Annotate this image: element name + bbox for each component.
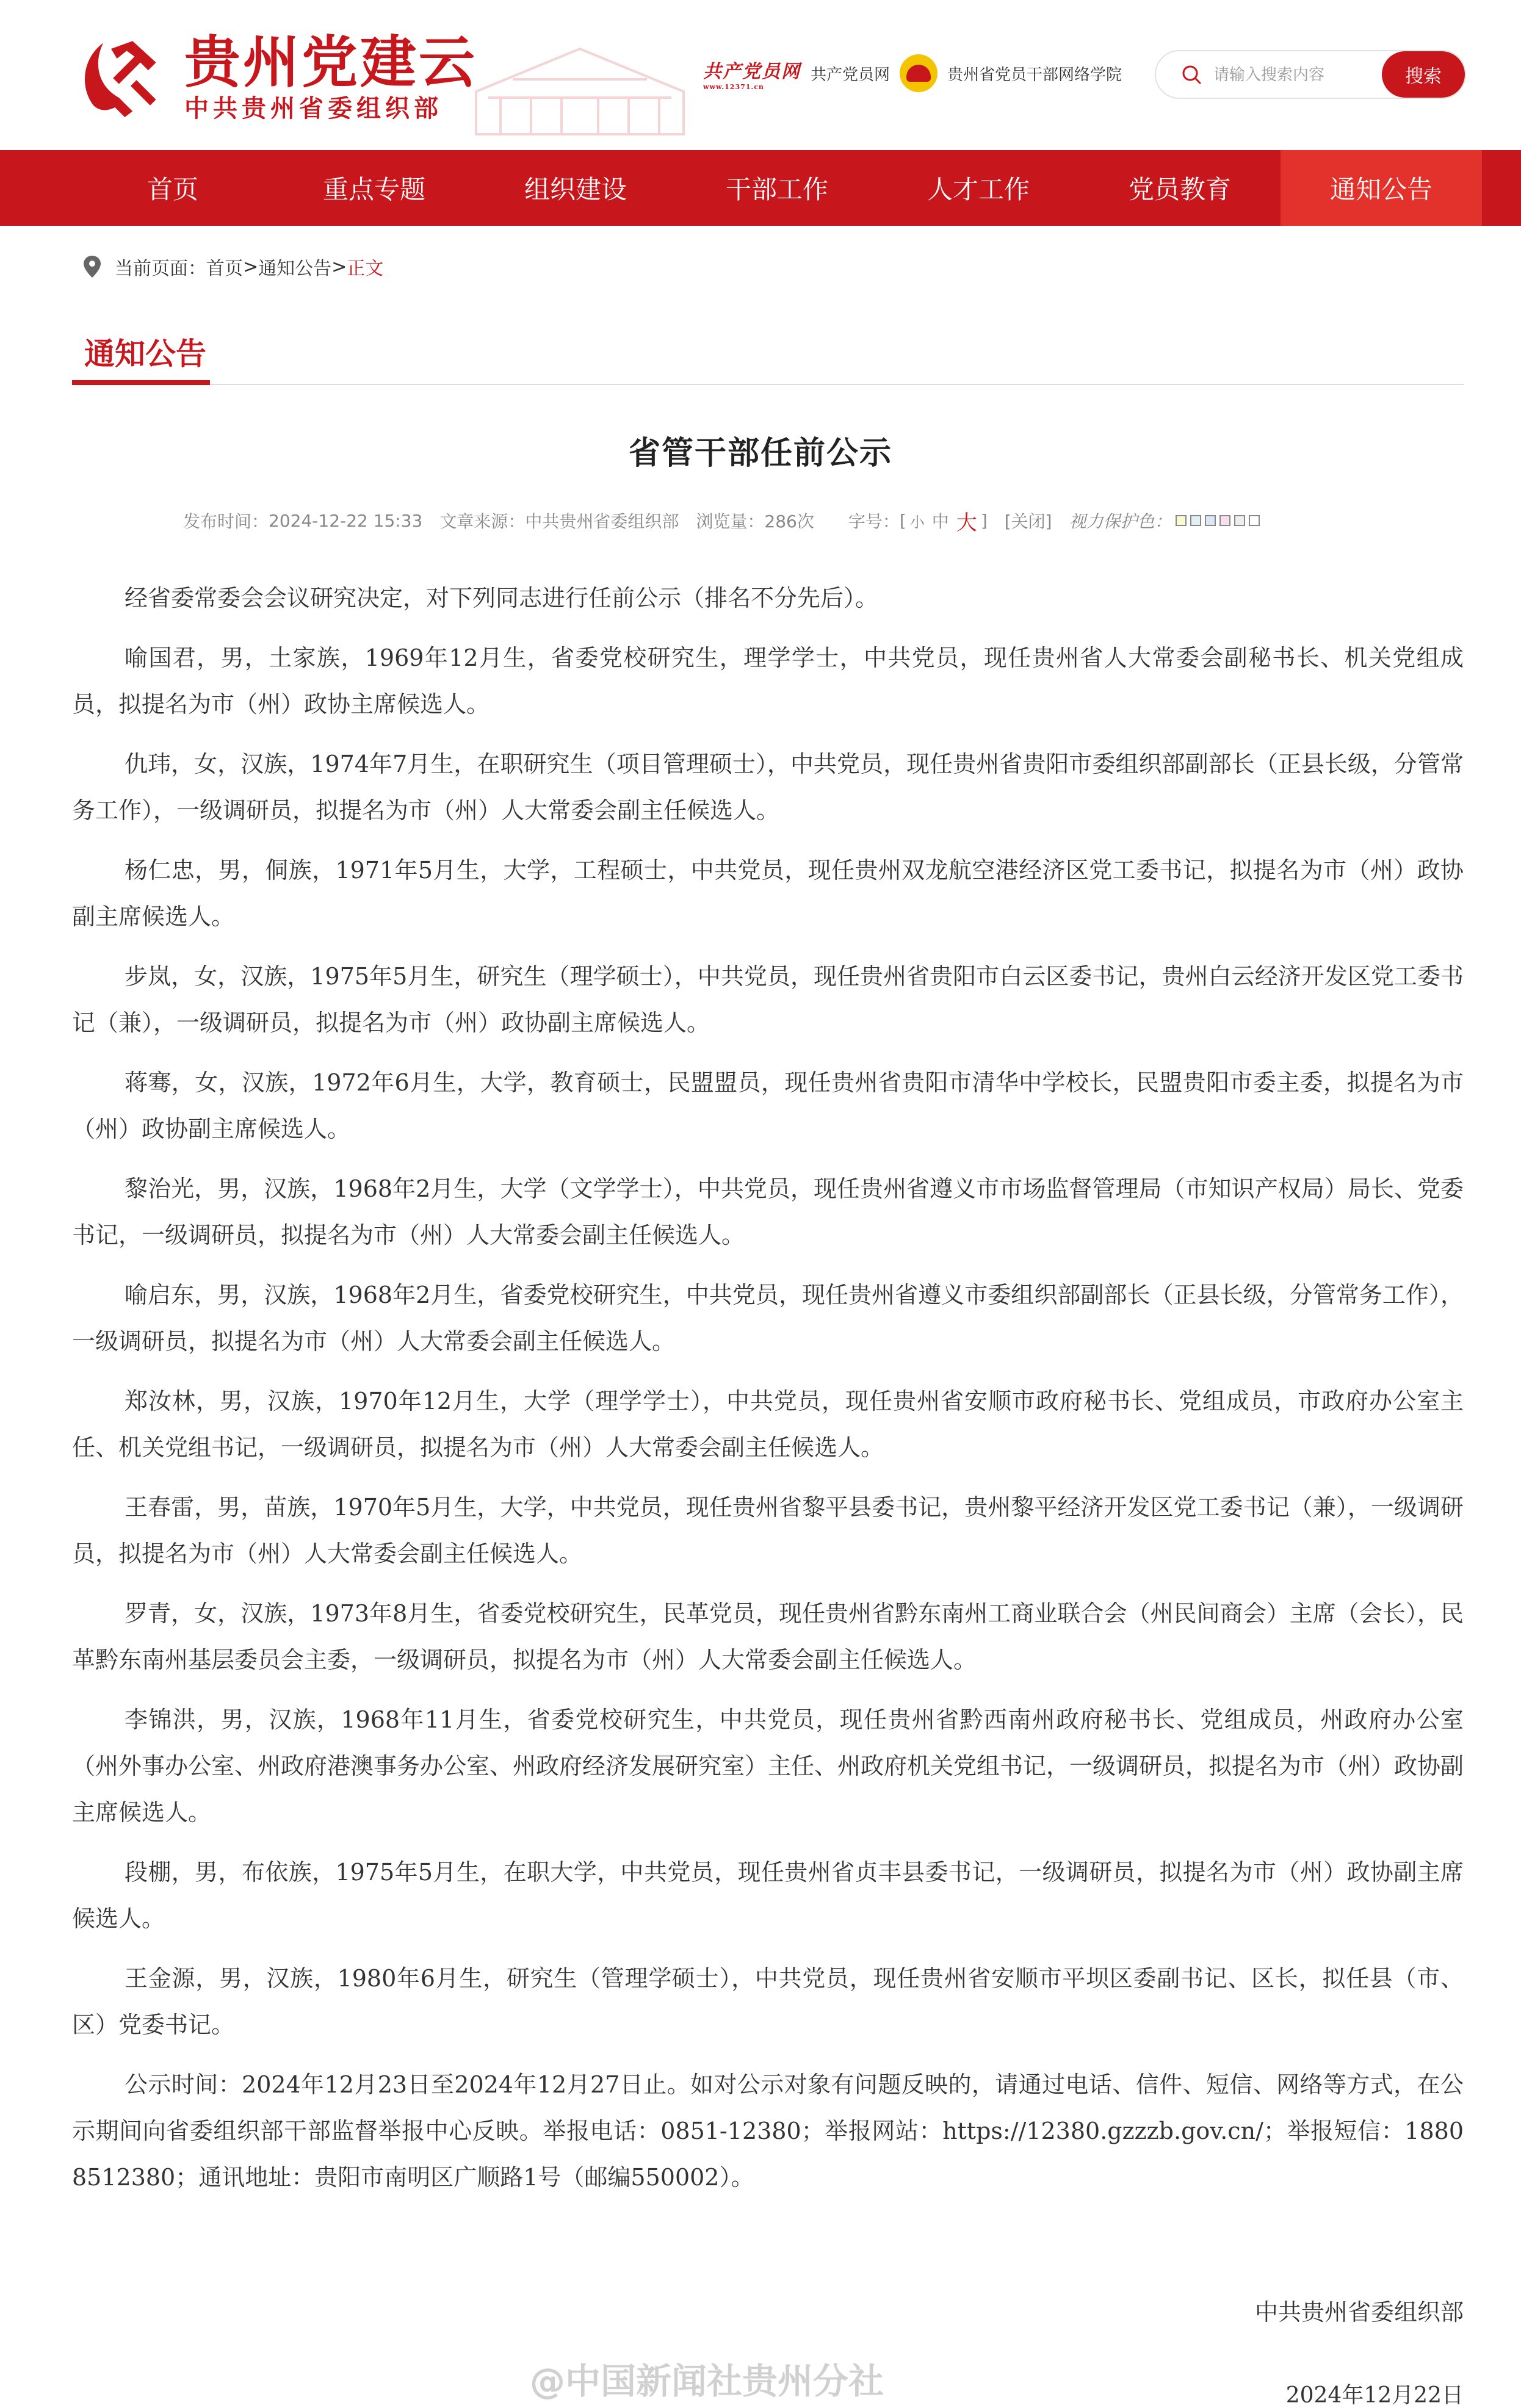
partner-name-12371: 共产党员网 xyxy=(811,65,891,84)
source-label: 文章来源： xyxy=(439,511,526,532)
font-size-bracket-open: [ xyxy=(899,510,906,531)
font-size-medium-button[interactable]: 中 xyxy=(931,511,949,532)
breadcrumb-section[interactable]: 通知公告 xyxy=(258,258,332,279)
section-divider xyxy=(72,384,1464,385)
article-paragraph: 王金源，男，汉族，1980年6月生，研究生（管理学硕士），中共党员，现任贵州省安顺市平坝区委副书记、区长，拟任县（市、区）党委书记。 xyxy=(72,1965,1464,2038)
search-input[interactable] xyxy=(1213,61,1354,89)
article-title: 省管干部任前公示 xyxy=(628,435,892,472)
partner-link-12371[interactable] xyxy=(703,55,890,92)
eye-color-swatch-3[interactable] xyxy=(1205,515,1216,526)
article-paragraph: 仇玮，女，汉族，1974年7月生，在职研究生（项目管理硕士），中共党员，现任贵州省贵阳市委组织部副部长（正县长级，分管常务工作），一级调研员，拟提名为市（州）人大常委会副主任候选人。 xyxy=(72,751,1464,824)
article-paragraph: 喻国君，男，土家族，1969年12月生，省委党校研究生，理学学士，中共党员，现任贵州省人大常委会副秘书长、机关党组成员，拟提名为市（州）政协主席候选人。 xyxy=(72,644,1464,718)
site-header xyxy=(0,0,1521,150)
breadcrumb-current: 正文 xyxy=(347,258,384,279)
partner-name-network-academy: 贵州省党员干部网络学院 xyxy=(947,65,1122,84)
breadcrumb-home[interactable]: 首页 xyxy=(206,258,243,279)
article-source: 中共贵州省委组织部 xyxy=(525,511,679,532)
nav-item-key-topics[interactable]: 重点专题 xyxy=(322,175,425,204)
watermark: @中国新闻社贵州分社 xyxy=(530,2360,884,2402)
font-size-large-button[interactable]: 大 xyxy=(956,510,977,535)
nav-item-cadre-work[interactable]: 干部工作 xyxy=(725,175,828,204)
signature-organization: 中共贵州省委组织部 xyxy=(1254,2299,1464,2326)
location-pin-icon xyxy=(82,254,103,279)
partner-link-network-academy[interactable] xyxy=(900,55,1122,92)
publish-time: 2024-12-22 15:33 xyxy=(269,510,423,531)
site-title: 贵州党建云 xyxy=(184,29,478,95)
party-badge-icon xyxy=(900,54,938,92)
article-paragraph: 经省委常委会会议研究决定，对下列同志进行任前公示（排名不分先后）。 xyxy=(125,585,879,611)
article-paragraph: 杨仁忠，男，侗族，1971年5月生，大学，工程硕士，中共党员，现任贵州双龙航空港经济区党工委书记，拟提名为市（州）政协副主席候选人。 xyxy=(72,857,1464,930)
nav-item-organization[interactable]: 组织建设 xyxy=(524,175,627,204)
partner-logo-12371 xyxy=(703,56,801,91)
partner-logo-12371-text: 共产党员网 xyxy=(703,60,801,82)
article-paragraph: 王春雷，男，苗族，1970年5月生，大学，中共党员，现任贵州省黎平县委书记，贵州黎平经济开发区党工委书记（兼），一级调研员，拟提名为市（州）人大常委会副主任候选人。 xyxy=(72,1494,1464,1567)
article-paragraph: 公示时间：2024年12月23日至2024年12月27日止。如对公示对象有问题反映的，请通过电话、信件、短信、网络等方式，在公示期间向省委组织部干部监督举报中心反映。举报电话：0851-12380；举报网站：https://12380.gzzzb.gov.cn/；举报短信：18808512380；通讯地址：贵阳市南明区广顺路1号（邮编550002）。 xyxy=(72,2071,1464,2191)
article-body xyxy=(72,575,1464,2214)
font-size-label: 字号： xyxy=(848,511,900,532)
site-logo[interactable] xyxy=(72,29,477,127)
partner-logo-12371-url: www.12371.cn xyxy=(703,82,764,91)
view-count: 286次 xyxy=(764,511,814,532)
search-button[interactable]: 搜索 xyxy=(1382,51,1465,98)
eye-color-swatch-1[interactable] xyxy=(1176,515,1187,526)
article-paragraph: 喻启东，男，汉族，1968年2月生，省委党校研究生，中共党员，现任贵州省遵义市委组织部副部长（正县长级，分管常务工作），一级调研员，拟提名为市（州）人大常委会副主任候选人。 xyxy=(72,1282,1464,1355)
breadcrumb xyxy=(82,251,383,282)
article-paragraph: 黎治光，男，汉族，1968年2月生，大学（文学学士），中共党员，现任贵州省遵义市市场监督管理局（市知识产权局）局长、党委书记，一级调研员，拟提名为市（州）人大常委会副主任候选人。 xyxy=(72,1175,1464,1249)
article-paragraph: 步岚，女，汉族，1975年5月生，研究生（理学硕士），中共党员，现任贵州省贵阳市白云区委书记，贵州白云经济开发区党工委书记（兼），一级调研员，拟提名为市（州）政协副主席候选人。 xyxy=(72,963,1464,1036)
party-emblem-icon xyxy=(72,29,170,127)
signature-date: 2024年12月22日 xyxy=(1285,2383,1464,2408)
eye-color-swatch-5[interactable] xyxy=(1234,515,1245,526)
section-title: 通知公告 xyxy=(84,336,206,372)
views-label: 浏览量： xyxy=(696,511,765,532)
search-icon xyxy=(1180,63,1202,85)
close-button[interactable]: [关闭] xyxy=(1004,511,1052,532)
article-paragraph: 李锦洪，男，汉族，1968年11月生，省委党校研究生，中共党员，现任贵州省黔西南州政府秘书长、党组成员，州政府办公室（州外事办公室、州政府港澳事务办公室、州政府经济发展研究室）主任、州政府机关党组书记，一级调研员，拟提名为市（州）政协副主席候选人。 xyxy=(72,1706,1464,1826)
nav-item-member-education[interactable]: 党员教育 xyxy=(1128,175,1231,204)
eye-color-swatch-2[interactable] xyxy=(1190,515,1201,526)
font-size-bracket-close: ] xyxy=(980,510,988,531)
breadcrumb-separator-2: > xyxy=(331,256,347,278)
eye-color-swatch-4[interactable] xyxy=(1219,515,1230,526)
breadcrumb-prefix: 当前页面： xyxy=(115,258,206,279)
nav-item-talent-work[interactable]: 人才工作 xyxy=(927,175,1030,204)
breadcrumb-separator: > xyxy=(243,256,259,278)
eye-protection-label: 视力保护色： xyxy=(1069,511,1172,532)
article-paragraph: 罗青，女，汉族，1973年8月生，省委党校研究生，民革党员，现任贵州省黔东南州工商业联合会（州民间商会）主席（会长），民革黔东南州基层委员会主委，一级调研员，拟提名为市（州）人大常委会副主任候选人。 xyxy=(72,1600,1464,1673)
section-divider-accent xyxy=(72,380,210,385)
article-paragraph: 段棚，男，布依族，1975年5月生，在职大学，中共党员，现任贵州省贞丰县委书记，一级调研员，拟提名为市（州）政协副主席候选人。 xyxy=(72,1859,1464,1932)
nav-item-home[interactable]: 首页 xyxy=(146,175,198,204)
main-nav xyxy=(0,150,1521,226)
font-size-small-button[interactable]: 小 xyxy=(909,513,925,531)
eye-color-swatch-6[interactable] xyxy=(1249,515,1260,526)
article-paragraph: 郑汝林，男，汉族，1970年12月生，大学（理学学士），中共党员，现任贵州省安顺市政府秘书长、党组成员，市政府办公室主任、机关党组书记，一级调研员，拟提名为市（州）人大常委会副主任候选人。 xyxy=(72,1388,1464,1461)
building-decoration-icon xyxy=(464,37,696,140)
nav-item-notices[interactable]: 通知公告 xyxy=(1281,150,1482,226)
article-meta xyxy=(183,506,1260,535)
publish-time-label: 发布时间： xyxy=(183,511,269,532)
site-subtitle: 中共贵州省委组织部 xyxy=(184,95,443,123)
article-paragraph: 蒋骞，女，汉族，1972年6月生，大学，教育硕士，民盟盟员，现任贵州省贵阳市清华中学校长，民盟贵阳市委主委，拟提名为市（州）政协副主席候选人。 xyxy=(72,1069,1464,1142)
